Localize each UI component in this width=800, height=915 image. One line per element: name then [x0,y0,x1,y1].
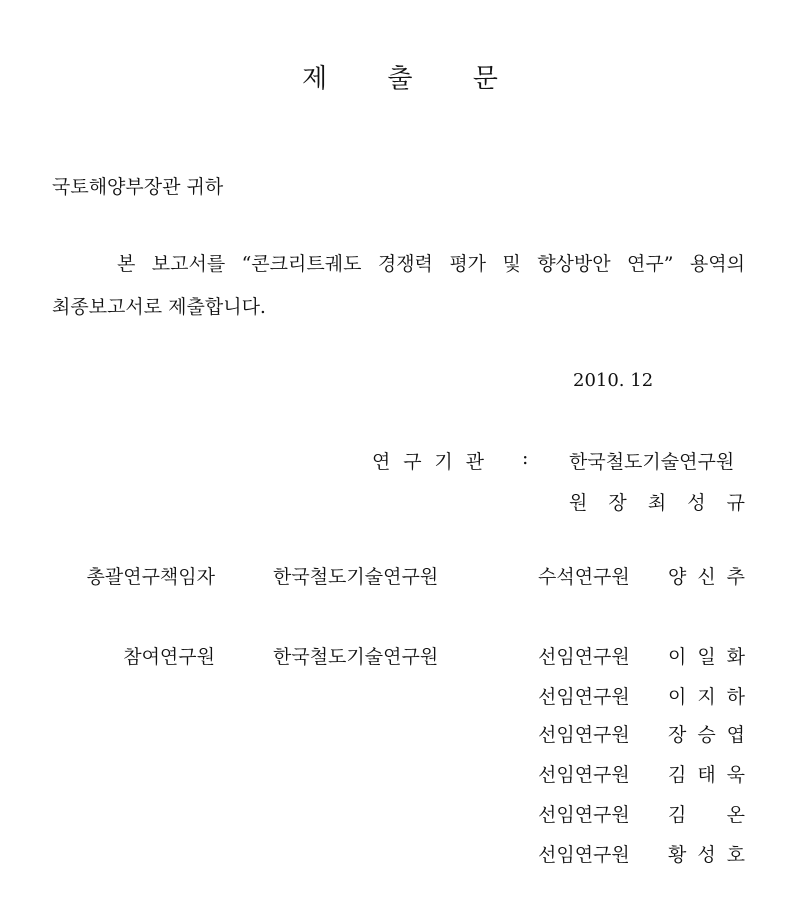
word: 관 [465,451,484,473]
staff-name-char: 엽 [726,724,745,746]
staff-rank: 선임연구원 [538,804,630,826]
body-line-1 [117,249,745,276]
addressee: 국토해양부장관 귀하 [52,176,224,198]
word: 경쟁력 [377,253,433,275]
staff-org: 한국철도기술연구원 [273,566,439,588]
staff-name [668,682,745,709]
staff-name-char: 성 [697,844,716,866]
institution-name: 한국철도기술연구원 [569,451,735,473]
word: “콘크리트궤도 [241,253,362,275]
staff-name [668,562,745,589]
staff-name-char: 이 [668,646,687,668]
staff-name [668,800,745,827]
word: 최 [647,492,667,514]
word: 원 [569,492,588,514]
staff-name-char: 황 [668,844,687,866]
word: 보고서를 [151,253,226,275]
staff-name [668,642,745,669]
staff-name-char: 추 [726,566,745,588]
body-line-2: 최종보고서로 제출합니다. [52,296,266,318]
staff-name-char: 김 [668,764,687,786]
word: 장 [608,492,627,514]
staff-rank: 선임연구원 [538,724,630,746]
staff-row [0,720,800,750]
word: 용역의 [689,253,745,275]
staff-name [668,720,745,747]
staff-name-char: 이 [668,686,687,708]
staff-name-char: 양 [668,566,687,588]
staff-org: 한국철도기술연구원 [273,646,439,668]
institution-colon: : [522,447,529,469]
staff-name-char: 일 [697,646,716,668]
word: 구 [403,451,422,473]
staff-row [0,642,800,672]
staff-name-char: 김 [668,804,687,826]
institution-label [372,447,484,474]
staff-name-char: 하 [726,686,745,708]
word: 규 [726,492,745,514]
staff-row [0,840,800,870]
staff-row [0,562,800,592]
word: 기 [434,451,453,473]
staff-row [0,760,800,790]
staff-name [668,760,745,787]
staff-name [668,840,745,867]
staff-name-char: 화 [726,646,745,668]
word: 평가 [449,253,487,275]
staff-role: 참여연구원 [123,646,215,668]
staff-row [0,682,800,712]
staff-name-char: 태 [697,764,716,786]
staff-rank: 선임연구원 [538,686,630,708]
staff-name-char: 신 [697,566,716,588]
staff-row [0,800,800,830]
staff-rank: 선임연구원 [538,646,630,668]
staff-rank: 선임연구원 [538,844,630,866]
staff-rank: 수석연구원 [538,566,630,588]
staff-name-char: 욱 [726,764,745,786]
word: 및 [502,253,521,275]
word: 성 [687,492,706,514]
word: 본 [117,253,136,275]
submission-date: 2010. 12 [573,370,654,391]
document-title: 제 출 문 [302,64,524,94]
word: 향상방안 [537,253,611,275]
staff-name-char: 호 [726,844,745,866]
staff-name-char: 승 [697,724,716,746]
staff-name-char: 장 [668,724,687,746]
word: 연구” [627,253,674,275]
institution-director [569,488,745,515]
staff-name-char: 온 [726,804,745,826]
staff-name-char: 지 [697,686,716,708]
word: 연 [372,451,391,473]
staff-rank: 선임연구원 [538,764,630,786]
staff-role: 총괄연구책임자 [86,566,215,588]
